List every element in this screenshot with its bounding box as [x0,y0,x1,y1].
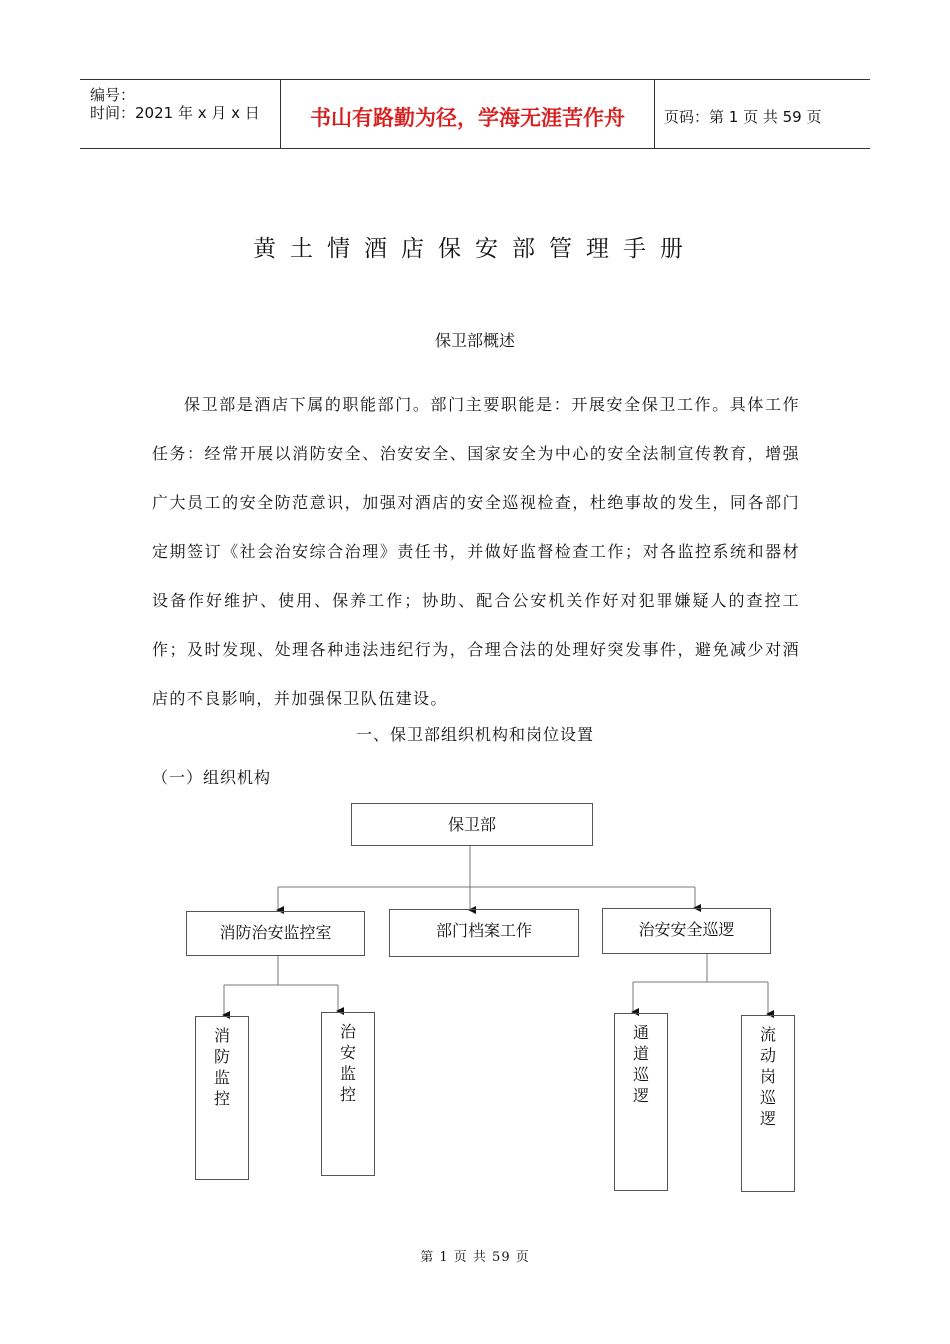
section-heading: 一、保卫部组织机构和岗位设置 [355,725,594,744]
overview-paragraph: 保卫部是酒店下属的职能部门。部门主要职能是：开展安全保卫工作。具体工作任务：经常开展以消防安全、治安安全、国家安全为中心的安全法制宣传教育，增强广大员工的安全防范意识，加强对酒店的安全巡视检查，杜绝事故的发生，同各部门定期签订《社会治安综合治理》责任书，并做好监督检查工作；对各监控系统和器材设备作好维护、使用、保养工作；协助、配合公安机关作好对犯罪嫌疑人的查控工作；及时发现、处理各种违法违纪行为，合理合法的处理好突发事件，避免减少对酒店的不良影响，并加强保卫队伍建设。 [152,395,800,708]
org-node-root-label: 保卫部 [447,815,496,834]
header-slogan: 书山有路勤为径，学海无涯苦作舟 [310,105,625,130]
document-number-label: 编号： [90,86,136,104]
org-node-security-monitor-label: 治安监控 [340,1022,357,1104]
org-node-monitor-room [186,911,365,956]
org-node-mobile-patrol-label: 流动岗巡逻 [760,1025,777,1128]
document-time-label: 时间：2021 年 x 月 x 日 [90,104,260,122]
org-node-archives-label: 部门档案工作 [435,921,532,940]
org-node-security-patrol [602,908,771,954]
org-node-passage-patrol [614,1013,668,1191]
org-node-fire-monitor-label: 消防监控 [214,1026,231,1108]
org-node-security-monitor [321,1012,375,1176]
overview-heading: 保卫部概述 [434,331,515,350]
org-node-mobile-patrol [741,1015,795,1192]
org-node-monitor-room-label: 消防治安监控室 [219,923,332,942]
org-node-fire-monitor [195,1016,249,1180]
header-page-label: 页码：第 1 页 共 59 页 [664,108,822,126]
subsection-heading: （一）组织机构 [152,768,272,787]
org-node-archives [389,909,579,957]
org-node-passage-patrol-label: 通道巡逻 [633,1023,650,1105]
page-footer: 第 1 页 共 59 页 [420,1250,530,1265]
org-node-root [351,803,593,846]
org-node-security-patrol-label: 治安安全巡逻 [638,920,735,939]
document-title: 黄土情酒店保安部管理手册 [253,236,697,262]
